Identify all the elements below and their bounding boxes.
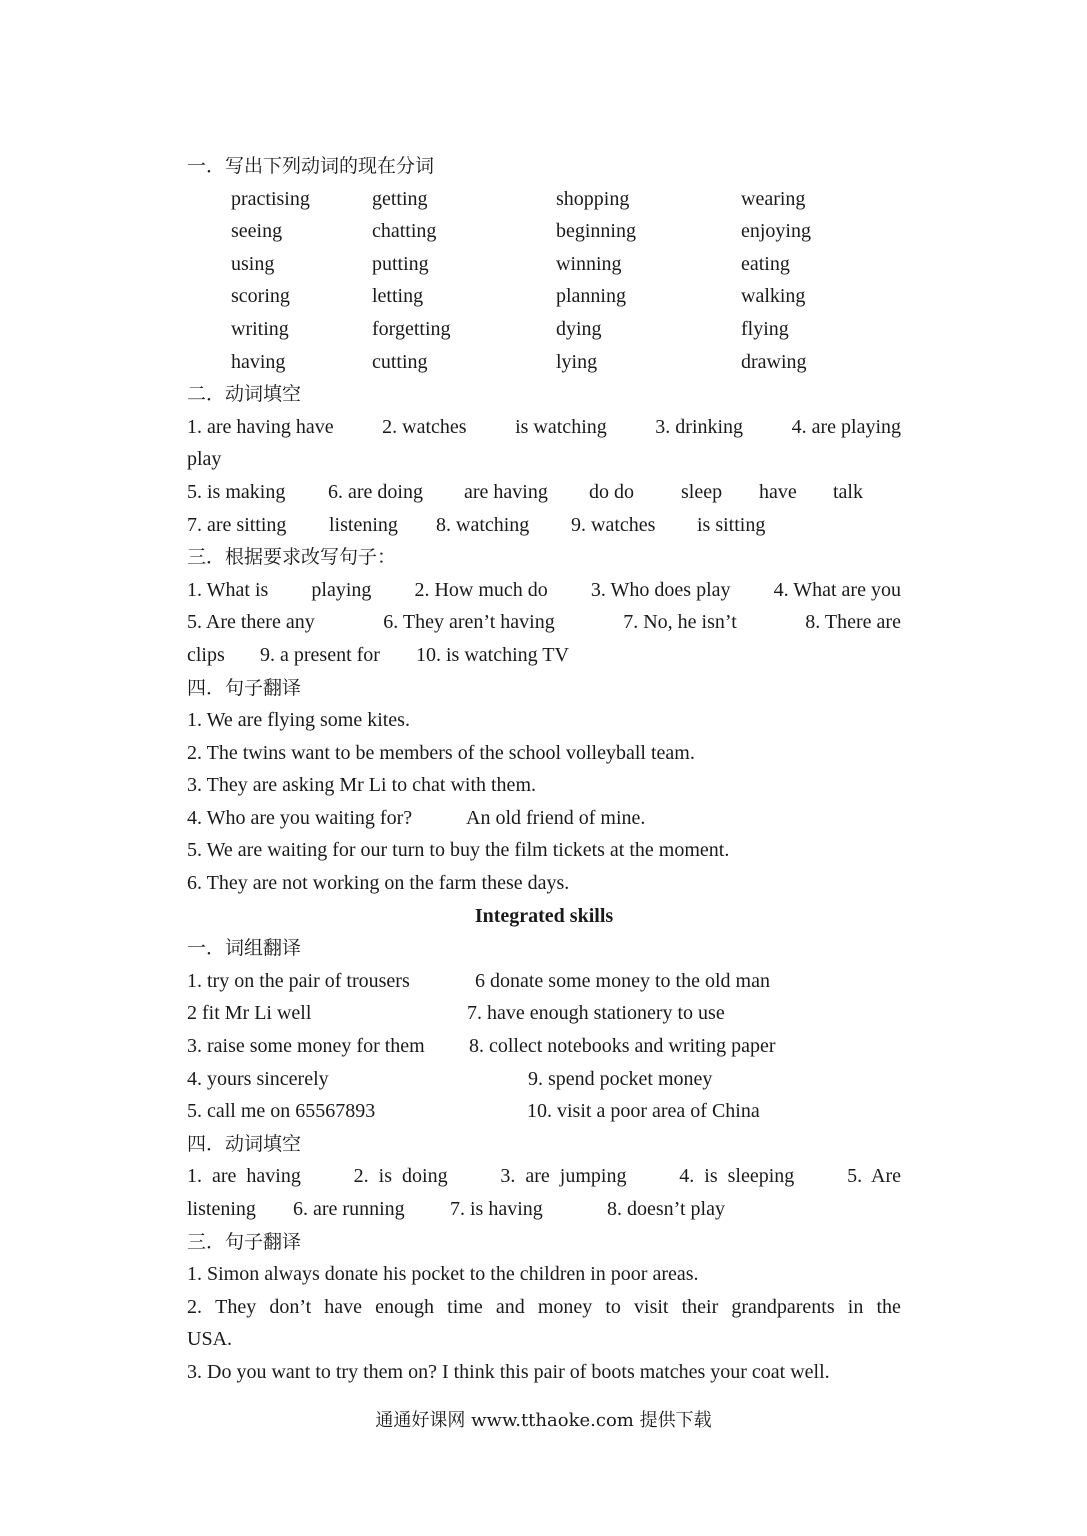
answer-line <box>187 476 901 509</box>
verb-form: flying <box>741 317 789 340</box>
answer-line <box>187 1193 901 1226</box>
verb-form: using <box>231 252 275 275</box>
answer-item: are having <box>464 480 548 503</box>
sentence: 3. They are asking Mr Li to chat with them. <box>187 774 536 797</box>
word: in <box>847 1295 864 1318</box>
verb-form: putting <box>372 252 429 275</box>
answer-line <box>187 606 901 639</box>
footer-credit: 通通好课网 www.tthaoke.com 提供下载 <box>375 1410 712 1431</box>
answer-item: 7. is having <box>450 1198 543 1220</box>
word: have <box>324 1295 363 1318</box>
answer-item: listening <box>187 1198 256 1220</box>
verb-form: shopping <box>556 187 630 210</box>
answer-item: sleep <box>681 480 723 503</box>
answer-item: do do <box>589 480 634 503</box>
answer-item: talk <box>833 480 863 503</box>
phrase-row <box>187 1095 901 1128</box>
answer-line <box>187 574 901 607</box>
answer-item: 5. Are <box>847 1165 901 1188</box>
sentence: USA. <box>187 1328 233 1351</box>
sentence <box>187 1291 901 1324</box>
answer-item: 4. are playing <box>791 415 901 438</box>
verb-row <box>187 248 901 281</box>
answer-item: 10. is watching TV <box>416 643 569 666</box>
verb-row <box>187 313 901 346</box>
answer-item: clips <box>187 643 225 666</box>
phrase-item: 6 donate some money to the old man <box>475 969 770 992</box>
word: They <box>215 1295 257 1318</box>
answer-item: 3. are jumping <box>500 1165 627 1188</box>
answer-item: 6. are doing <box>328 480 423 503</box>
verb-form: cutting <box>372 350 428 373</box>
section-heading: 四．句子翻译 <box>187 676 302 699</box>
verb-form: practising <box>231 187 310 210</box>
word: their <box>681 1295 719 1318</box>
section-heading: 三．根据要求改写句子： <box>187 546 397 569</box>
section-heading: 三．句子翻译 <box>187 1230 302 1253</box>
word: visit <box>634 1295 669 1318</box>
word: the <box>876 1295 901 1318</box>
document-page <box>187 150 901 1389</box>
phrase-item: 5. call me on 65567893 <box>187 1100 376 1123</box>
word: money <box>537 1295 593 1318</box>
answer-item: 1. are having have <box>187 415 334 438</box>
word: enough <box>375 1295 435 1318</box>
phrase-item: 7. have enough stationery to use <box>467 1002 725 1025</box>
answer-item: 1. What is <box>187 578 269 601</box>
phrase-row <box>187 997 901 1030</box>
verb-form: having <box>231 350 286 373</box>
answer-item: 8. doesn’t play <box>607 1198 725 1220</box>
word: and <box>495 1295 525 1318</box>
answer-item: is watching <box>515 415 607 438</box>
answer-item: 5. is making <box>187 480 286 503</box>
answer-item: 3. Who does play <box>590 578 731 601</box>
phrase-item: 2 fit Mr Li well <box>187 1002 312 1025</box>
answer-line <box>187 509 901 542</box>
answer-item: 8. There are <box>805 611 901 634</box>
answer-item: playing <box>311 578 372 601</box>
verb-form: dying <box>556 317 602 340</box>
answer-line: play <box>187 448 222 471</box>
answer-item: 6. They aren’t having <box>383 611 555 634</box>
answer-item: 9. watches <box>571 513 656 536</box>
section-title: Integrated skills <box>474 904 614 927</box>
verb-form: letting <box>372 285 424 308</box>
answer-item: 4. is sleeping <box>679 1165 795 1188</box>
phrase-item: 3. raise some money for them <box>187 1035 425 1058</box>
verb-form: forgetting <box>372 317 451 340</box>
phrase-item: 1. try on the pair of trousers <box>187 969 410 992</box>
word: to <box>605 1295 621 1318</box>
phrase-row <box>187 1030 901 1063</box>
verb-form: planning <box>556 285 626 308</box>
verb-form: getting <box>372 187 428 210</box>
sentence: 2. The twins want to be members of the school volleyball team. <box>187 741 695 764</box>
word: grandparents <box>731 1295 835 1318</box>
sentence: 5. We are waiting for our turn to buy the film tickets at the moment. <box>187 839 730 862</box>
question: 4. Who are you waiting for? <box>187 806 413 829</box>
answer-item: 6. are running <box>293 1198 405 1220</box>
answer-item: is sitting <box>697 513 766 536</box>
verb-form: drawing <box>741 350 807 373</box>
answer-line <box>187 639 901 672</box>
word: time <box>447 1295 483 1318</box>
word: 2. <box>187 1295 202 1318</box>
answer-item: 5. Are there any <box>187 611 315 634</box>
answer-item: listening <box>329 513 398 536</box>
answer-item: 4. What are you <box>773 578 901 601</box>
verb-row <box>187 183 901 216</box>
phrase-item: 8. collect notebooks and writing paper <box>469 1035 776 1058</box>
verb-form: eating <box>741 252 790 275</box>
sentence: 3. Do you want to try them on? I think this pair of boots matches your coat well. <box>187 1360 830 1383</box>
sentence: 6. They are not working on the farm these days. <box>187 872 570 895</box>
answer-item: 3. drinking <box>655 415 744 438</box>
answer: An old friend of mine. <box>466 806 646 829</box>
section-heading: 一．词组翻译 <box>187 937 302 960</box>
verb-form: enjoying <box>741 220 811 243</box>
answer-item: 2. is doing <box>353 1165 448 1188</box>
section-heading: 二．动词填空 <box>187 383 302 406</box>
verb-grid <box>187 183 901 379</box>
verb-form: chatting <box>372 220 437 243</box>
answer-item: have <box>759 480 797 503</box>
sentence: 1. We are flying some kites. <box>187 709 410 732</box>
answer-line <box>187 411 901 444</box>
verb-row <box>187 346 901 379</box>
verb-form: writing <box>231 317 289 340</box>
answer-item: 2. How much do <box>414 578 548 601</box>
verb-row <box>187 280 901 313</box>
verb-form: lying <box>556 350 598 373</box>
answer-item: 9. a present for <box>260 643 380 666</box>
sentence <box>187 802 901 835</box>
answer-item: 7. No, he isn’t <box>623 611 737 634</box>
phrase-item: 4. yours sincerely <box>187 1067 329 1090</box>
answer-item: 8. watching <box>436 513 530 536</box>
verb-form: beginning <box>556 220 636 243</box>
answer-item: 2. watches <box>382 415 467 438</box>
section-heading: 一．写出下列动词的现在分词 <box>187 155 435 177</box>
verb-form: winning <box>556 252 622 275</box>
phrase-item: 10. visit a poor area of China <box>527 1100 760 1123</box>
answer-item: 1. are having <box>187 1165 301 1188</box>
answer-item: 7. are sitting <box>187 513 287 536</box>
verb-form: seeing <box>231 220 283 243</box>
word: don’t <box>269 1295 312 1318</box>
answer-line <box>187 1160 901 1193</box>
phrase-item: 9. spend pocket money <box>528 1067 713 1090</box>
verb-form: scoring <box>231 285 290 308</box>
phrase-row <box>187 965 901 998</box>
phrase-row <box>187 1063 901 1096</box>
verb-form: walking <box>741 285 806 308</box>
verb-row <box>187 215 901 248</box>
sentence: 1. Simon always donate his pocket to the children in poor areas. <box>187 1263 699 1286</box>
section-heading: 四．动词填空 <box>187 1132 302 1155</box>
verb-form: wearing <box>741 187 806 210</box>
